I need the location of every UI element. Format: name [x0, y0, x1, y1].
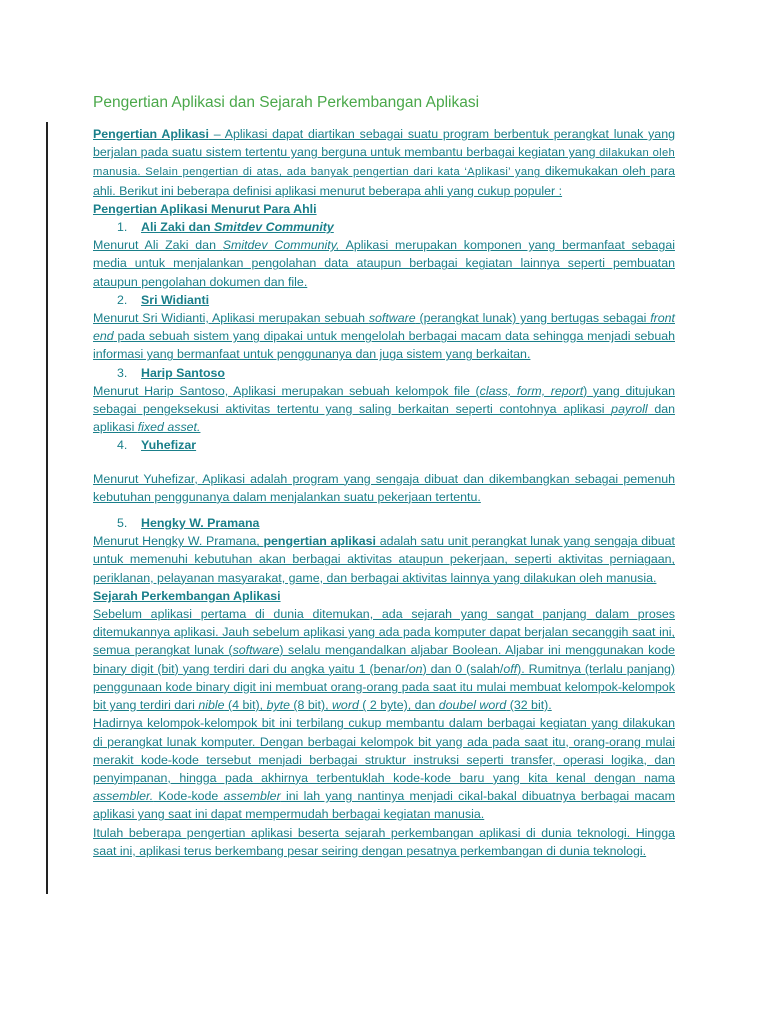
margin-change-bar [46, 122, 48, 894]
text: ) dan 0 (salah/ [422, 661, 504, 676]
text: ini lah yang nantinya menjadi cikal-bakal dibuatnya berbagai macam aplikasi yang saat ini dapat mempermudah berbagai kegiatan manusia. [93, 789, 675, 822]
expert-paragraph [93, 532, 675, 587]
expert-name: Yuhefizar [141, 438, 197, 453]
history-paragraph-1 [93, 605, 675, 714]
intro-paragraph [93, 125, 675, 200]
text-italic: software [232, 643, 280, 658]
list-number: 5. [117, 516, 128, 531]
text: (8 bit), [289, 698, 332, 713]
section-heading-history: Sejarah Perkembangan Aplikasi [93, 588, 281, 603]
text: pada sebuah sistem yang dipakai untuk mengelolah berbagai macam data sehingga menjadi sebuah informasi yang bermanfaat untuk penggunanya dan juga sistem yang berkaitan. [93, 329, 675, 362]
expert-name: Hengky W. Pramana [141, 516, 260, 531]
text-italic: software [368, 311, 416, 326]
expert-paragraph [93, 470, 675, 506]
text-italic: on [408, 661, 423, 676]
text-italic: payroll [611, 402, 648, 417]
intro-text-end: dikemukakan oleh para ahli. Berikut ini beberapa definisi aplikasi menurut beberapa ahli yang cukup populer : [93, 164, 676, 198]
text-italic: doubel word [438, 698, 507, 713]
expert-heading [93, 436, 675, 454]
text: Sebelum aplikasi pertama di dunia ditemukan, ada sejarah yang sangat panjang dalam proses ditemukannya aplikasi. Jauh sebelum aplikasi yang ada pada komputer dapat berjalan secanggih saat ini, semua perangkat lunak ( [93, 607, 675, 658]
text-italic: class, form, report [479, 383, 584, 398]
text: dan aplikasi [93, 402, 675, 435]
list-number: 2. [117, 292, 128, 307]
text-italic: word [331, 698, 359, 713]
intro-text: – Aplikasi dapat diartikan sebagai suatu program berbentuk perangkat lunak yang berjalan pada suatu sistem tertentu yang berguna untuk membantu berbagai kegiatan yang [93, 127, 675, 160]
expert-paragraph [93, 236, 675, 291]
list-number: 3. [117, 365, 128, 380]
expert-heading [93, 218, 675, 236]
text: Kode-kode [153, 789, 224, 804]
text-italic: off [503, 661, 518, 676]
text: Menurut Sri Widianti, Aplikasi merupakan sebuah [93, 311, 369, 326]
text-bold: pengertian aplikasi [263, 534, 376, 549]
text-italic: fixed asset. [137, 420, 201, 435]
text: Menurut Harip Santoso, Aplikasi merupakan sebuah kelompok file ( [93, 383, 480, 398]
list-number: 1. [117, 220, 128, 235]
expert-name: Harip Santoso [141, 365, 225, 380]
text-italic: assembler. [93, 789, 154, 804]
document-body [93, 125, 675, 860]
text: (4 bit), [224, 698, 267, 713]
text: ) selalu mengandalkan aljabar Boolean. Aljabar ini menggunakan kode binary digit (bit) yang terdiri dari du angka yaitu 1 (benar/ [93, 643, 675, 676]
text: Hadirnya kelompok-kelompok bit ini terbilang cukup membantu dalam berbagai kegiatan yang dilakukan di perangkat lunak komputer. Dengan berbagai kelompok bit yang ada pada saat itu, orang-orang mulai merakit kode-kode tersebut menjadi berbagai struktur instruksi seperti transfer, operasi logika, dan penyimpanan, hingga pada akhirnya terbentuklah kode-kode baru yang kita kenal dengan nama [93, 716, 675, 785]
text-italic: nible [198, 698, 225, 713]
text: Aplikasi merupakan komponen yang bermanfaat sebagai media untuk menjalankan pengolahan data ataupun berbagai kegiatan lainnya seperti pembuatan ataupun pengolahan dokumen dan file. [93, 238, 675, 289]
text-italic: assembler [223, 789, 281, 804]
text: Menurut Hengky W. Pramana, [93, 534, 264, 549]
text-italic: front end [93, 311, 675, 344]
expert-paragraph [93, 382, 675, 437]
text-italic: byte [266, 698, 290, 713]
expert-heading [93, 291, 675, 309]
text: ). Rumitnya (terlalu panjang) penggunaan kode binary digit ini membuat orang-orang pada saat itu mulai membuat kelompok-kelompok bit yang terdiri dari [93, 661, 675, 713]
text: adalah satu unit perangkat lunak yang sengaja dibuat untuk memenuhi kebutuhan akan berbagai aktivitas ataupun pekerjaan, seperti aktivitas perniagaan, periklanan, pelayanan masyarakat, game, dan berbagai aktivitas lainnya yang dilakukan oleh manusia. [93, 534, 675, 585]
text: ) yang ditujukan sebagai pengeksekusi aktivitas tertentu yang saling berkaitan seperti contohnya aplikasi [93, 383, 675, 417]
section-heading-experts: Pengertian Aplikasi Menurut Para Ahli [93, 201, 317, 216]
text-italic: Smitdev Community, [222, 238, 340, 253]
history-paragraph-2 [93, 714, 675, 823]
history-paragraph-3: Itulah beberapa pengertian aplikasi beserta sejarah perkembangan aplikasi di dunia teknologi. Hingga saat ini, aplikasi terus berkembang pesar seiring dengan pesatnya perkembangan di dunia teknologi. [93, 825, 675, 858]
list-number: 4. [117, 438, 128, 453]
intro-term: Pengertian Aplikasi [93, 127, 209, 141]
expert-heading [93, 514, 675, 532]
text: Menurut Yuhefizar, Aplikasi adalah program yang sengaja dibuat dan dikembangkan sebagai pemenuh kebutuhan penggunanya dalam menjalankan suatu pekerjaan tertentu. [93, 471, 675, 504]
text: Menurut Ali Zaki dan [93, 238, 223, 253]
text: (perangkat lunak) yang bertugas sebagai [415, 311, 651, 326]
intro-text-small: dilakukan oleh manusia. Selain pengertian di atas, ada banyak pengertian dari kata ‘Aplikasi’ yang [93, 147, 675, 179]
page-title: Pengertian Aplikasi dan Sejarah Perkembangan Aplikasi [93, 94, 480, 111]
expert-name-italic: Smitdev Community [213, 220, 334, 235]
text: ( 2 byte), dan [358, 698, 439, 713]
expert-name: Ali Zaki dan [141, 220, 214, 235]
text: (32 bit). [506, 698, 552, 713]
expert-heading [93, 364, 675, 382]
expert-paragraph [93, 309, 675, 364]
expert-name: Sri Widianti [141, 292, 210, 307]
